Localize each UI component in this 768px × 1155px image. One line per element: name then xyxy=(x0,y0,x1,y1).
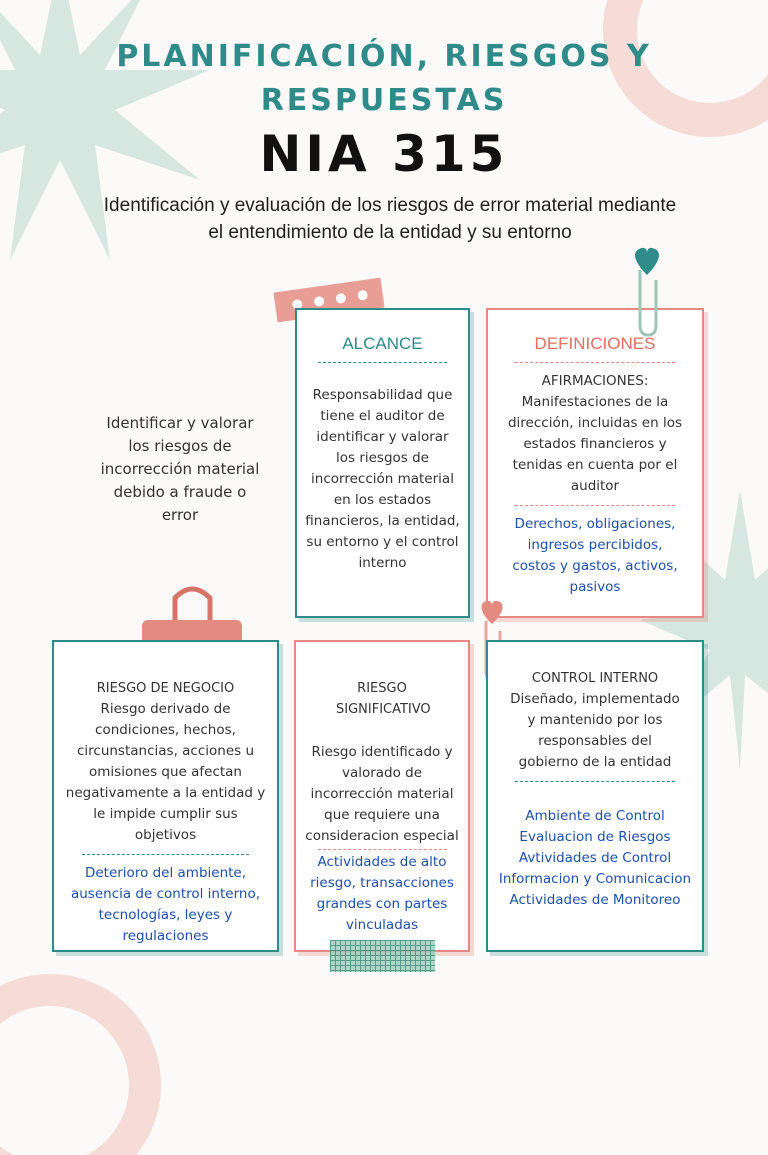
intro-text: Identificar y valorar los riesgos de incorrección material debido a fraude o error xyxy=(100,414,260,524)
riesgo-significativo-examples: Actividades de alto riesgo, transacciones grandes con partes vinculadas xyxy=(310,854,454,933)
definiciones-body: AFIRMACIONES: Manifestaciones de la dirección, incluidas en los estados financieros y tenidas en cuenta por el auditor xyxy=(507,373,683,494)
standard-number: NIA 315 xyxy=(259,125,509,183)
card-definiciones xyxy=(486,308,704,618)
page-title-line2: RESPUESTAS xyxy=(260,83,508,118)
page-title-line1: PLANIFICACIÓN, RIESGOS Y xyxy=(116,39,652,74)
washi-tape-grid xyxy=(330,940,435,972)
card-heading-alcance: ALCANCE xyxy=(342,334,423,353)
riesgo-significativo-body: Riesgo identificado y valorado de incorrección material que requiere una consideracion especial xyxy=(305,744,459,844)
paperclip-heart-icon xyxy=(622,240,672,340)
page-subtitle: Identificación y evaluación de los riesgos de error material mediante el entendimiento de la entidad y su entorno xyxy=(103,195,677,243)
riesgo-negocio-body: Riesgo derivado de condiciones, hechos, circunstancias, acciones u omisiones que afectan negativamente a la entidad y le impide cumplir sus objetivos xyxy=(65,701,266,843)
card-control-interno xyxy=(486,640,704,952)
divider xyxy=(515,505,676,506)
divider xyxy=(515,362,676,363)
control-interno-heading: CONTROL INTERNO xyxy=(531,671,659,686)
control-interno-component: Avtividades de Control xyxy=(518,850,672,866)
card-riesgo-negocio xyxy=(52,640,279,952)
divider xyxy=(82,854,249,855)
control-interno-components xyxy=(488,806,702,911)
definiciones-examples: Derechos, obligaciones, ingresos percibidos, costos y gastos, activos, pasivos xyxy=(512,516,678,595)
control-interno-component: Informacion y Comunicacion xyxy=(498,871,692,887)
control-interno-body: Diseñado, implementado y mantenido por los responsables del gobierno de la entidad xyxy=(510,691,680,770)
control-interno-component: Ambiente de Control xyxy=(525,808,665,824)
control-interno-component: Evaluacion de Riesgos xyxy=(519,829,671,845)
riesgo-negocio-heading: RIESGO DE NEGOCIO xyxy=(96,681,235,696)
ring-decoration-bottom-left xyxy=(0,955,180,1155)
control-interno-component: Actividades de Monitoreo xyxy=(509,892,681,908)
riesgo-negocio-examples: Deterioro del ambiente, ausencia de control interno, tecnologías, leyes y regulaciones xyxy=(70,865,261,944)
card-riesgo-significativo xyxy=(294,640,470,952)
divider xyxy=(318,362,446,363)
riesgo-significativo-heading: RIESGO SIGNIFICATIVO xyxy=(336,681,431,717)
divider xyxy=(318,849,447,850)
divider xyxy=(515,781,676,782)
alcance-body: Responsabilidad que tiene el auditor de identificar y valorar los riesgos de incorrección material en los estados financieros, la entidad, su entorno y el control interno xyxy=(305,387,460,571)
card-heading-definiciones: DEFINICIONES xyxy=(534,334,656,353)
card-alcance xyxy=(295,308,470,618)
